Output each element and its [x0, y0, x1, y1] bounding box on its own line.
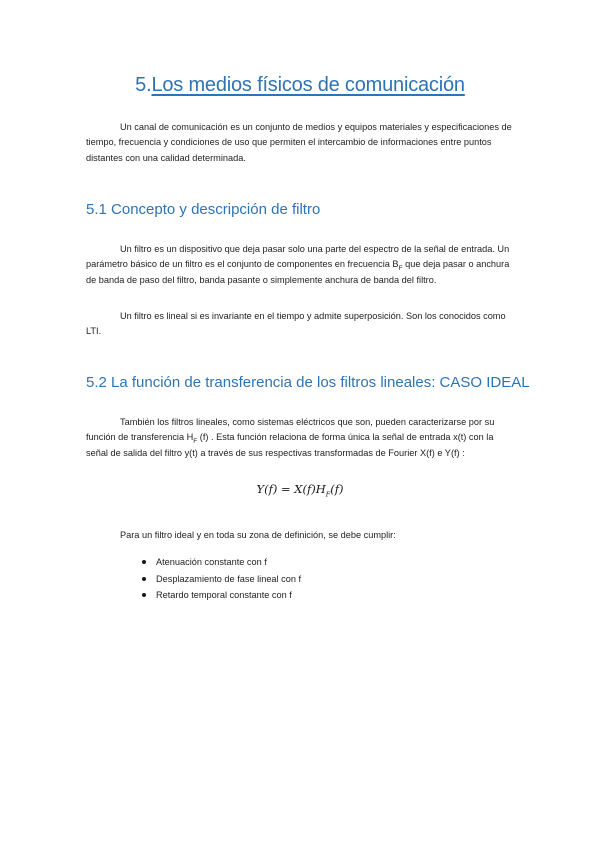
section-heading-5-1: 5.1 Concepto y descripción de filtro	[86, 201, 321, 218]
intro-text: Un canal de comunicación es un conjunto de medios y equipos materiales y especificaciones de tiempo, frecuencia y condiciones de uso que permiten el intercambio de informaciones entre puntos distantes con una calidad determinada.	[86, 122, 512, 163]
bullet-icon	[142, 593, 146, 597]
list-item	[142, 571, 522, 588]
title-number: 5.	[135, 74, 152, 96]
list-item-text: Atenuación constante con f	[156, 557, 267, 567]
filter-definition-text: Un filtro es un dispositivo que deja pasar solo una parte del espectro de la señal de entrada. Un parámetro básico de un filtro es el conjunto de componentes en frecuencia B	[86, 244, 510, 270]
section2-paragraph-2	[86, 528, 516, 543]
transfer-subscript: F	[193, 438, 198, 446]
transfer-function-text-end: (f) . Esta función relaciona de forma única la señal de entrada x(t) con la señal de salida del filtro y(t) a través de sus respectivas transformadas de Fourier X(f) e Y(f) :	[86, 432, 494, 458]
section1-paragraph-1	[86, 242, 516, 288]
section1-paragraph-2	[86, 309, 516, 340]
list-item	[142, 587, 522, 604]
ideal-conditions-list	[142, 554, 522, 604]
transfer-equation	[0, 482, 600, 499]
equation-rhs-end: (f)	[330, 482, 344, 496]
equation-equals: =	[277, 482, 295, 496]
document-title	[0, 74, 600, 97]
filter-definition-text-end: que deja pasar o anchura de banda de paso del filtro, banda pasante o simplemente anchura de banda del filtro.	[86, 259, 510, 285]
lti-text: Un filtro es lineal si es invariante en el tiempo y admite superposición. Son los conocidos como LTI.	[86, 311, 506, 337]
transfer-function-text: También los filtros lineales, como sistemas eléctricos que son, pueden caracterizarse por su función de transferencia H	[86, 417, 495, 443]
equation-subscript: F	[325, 490, 331, 499]
list-item-text: Retardo temporal constante con f	[156, 590, 292, 600]
bullet-icon	[142, 577, 146, 581]
section2-paragraph-1	[86, 415, 516, 461]
bullet-icon	[142, 560, 146, 564]
list-item-text: Desplazamiento de fase lineal con f	[156, 573, 302, 584]
list-item	[142, 554, 522, 571]
equation-lhs: Y(f)	[256, 482, 278, 496]
equation-rhs: X(f)H	[294, 482, 326, 496]
bandwidth-subscript: F	[398, 265, 403, 273]
intro-paragraph	[86, 120, 516, 166]
section-heading-5-2: 5.2 La función de transferencia de los filtros lineales: CASO IDEAL	[86, 374, 530, 391]
ideal-filter-text: Para un filtro ideal y en toda su zona de definición, se debe cumplir:	[120, 530, 396, 540]
title-text: Los medios físicos de comunicación	[151, 74, 465, 96]
